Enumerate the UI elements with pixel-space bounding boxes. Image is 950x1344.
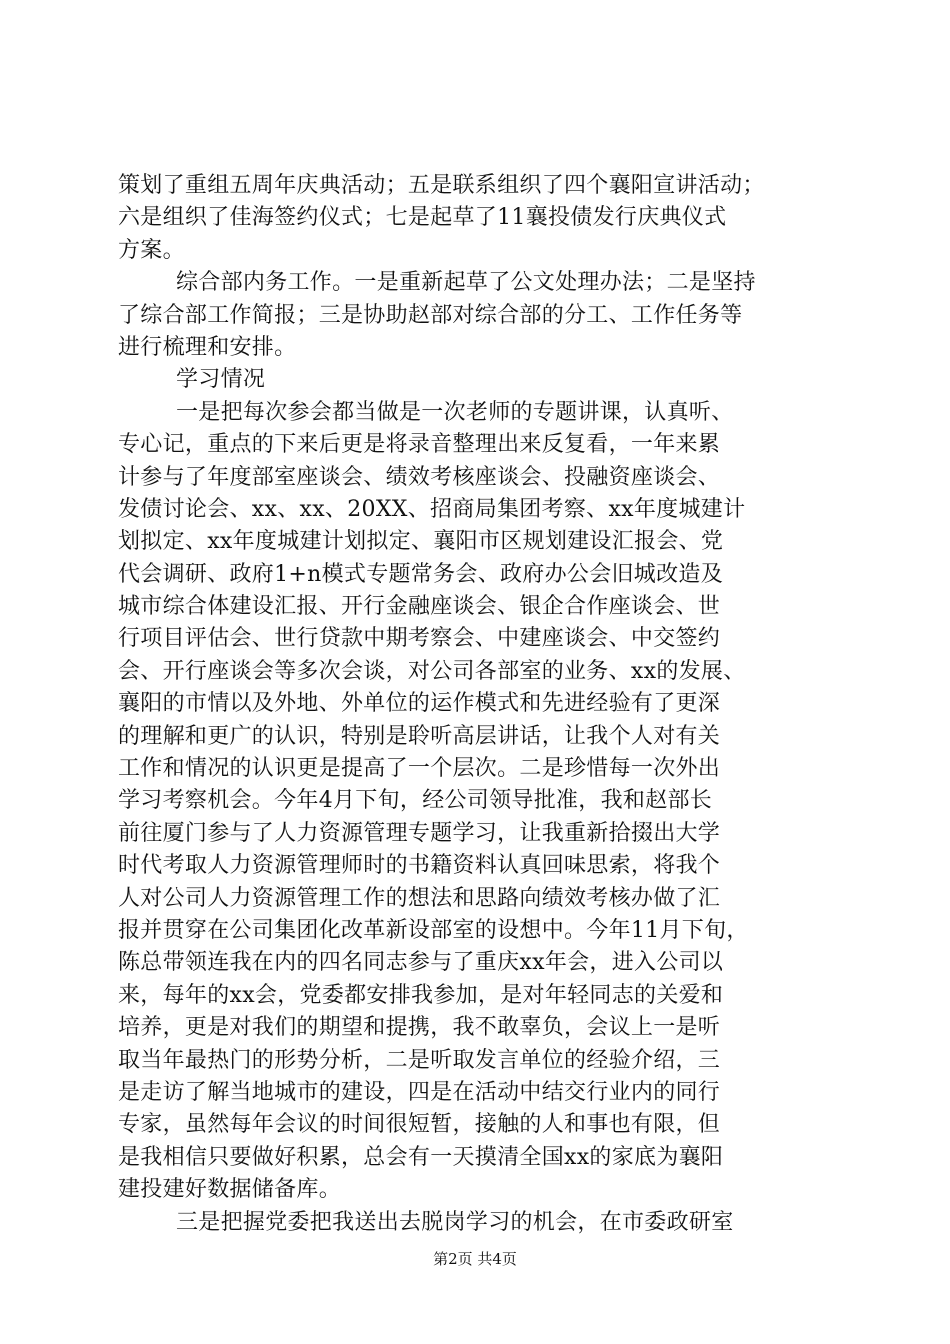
text-line: 取当年最热门的形势分析，二是听取发言单位的经验介绍，三 — [118, 1047, 721, 1073]
text-line: 报并贯穿在公司集团化改革新设部室的设想中。今年11月下旬， — [118, 917, 749, 943]
text-line: 了综合部工作简报；三是协助赵部对综合部的分工、工作任务等 — [118, 302, 743, 328]
text-line: 是走访了解当地城市的建设，四是在活动中结交行业内的同行 — [118, 1079, 721, 1105]
text-line: 学习考察机会。今年4月下旬，经公司领导批准，我和赵部长 — [118, 788, 713, 814]
text-line: 综合部内务工作。一是重新起草了公文处理办法；二是坚持 — [176, 270, 756, 296]
text-line: 三是把握党委把我送出去脱岗学习的机会，在市委政研室 — [176, 1209, 734, 1235]
text-line: 建投建好数据储备库。 — [118, 1177, 342, 1203]
text-line: 来，每年的xx会，党委都安排我参加，是对年轻同志的关爱和 — [118, 982, 724, 1008]
text-line: 方案。 — [118, 237, 185, 263]
text-line: 策划了重组五周年庆典活动；五是联系组织了四个襄阳宣讲活动； — [118, 173, 765, 198]
text-line: 进行梳理和安排。 — [118, 334, 297, 360]
text-line: 划拟定、xx年度城建计划拟定、襄阳市区规划建设汇报会、党 — [118, 529, 724, 555]
text-line: 工作和情况的认识更是提高了一个层次。二是珍惜每一次外出 — [118, 756, 721, 782]
text-line: 人对公司人力资源管理工作的想法和思路向绩效考核办做了汇 — [118, 885, 721, 911]
section-heading: 学习情况 — [176, 367, 266, 393]
text-line: 时代考取人力资源管理师时的书籍资料认真回味思索，将我个 — [118, 853, 721, 879]
text-line: 城市综合体建设汇报、开行金融座谈会、银企合作座谈会、世 — [118, 594, 721, 620]
document-body — [118, 170, 834, 1239]
text-line: 发债讨论会、xx、xx、20XX、招商局集团考察、xx年度城建计 — [118, 496, 746, 522]
text-line: 培养，更是对我们的期望和提携，我不敢辜负，会议上一是听 — [118, 1015, 721, 1041]
text-line: 计参与了年度部室座谈会、绩效考核座谈会、投融资座谈会、 — [118, 464, 721, 490]
text-line: 会、开行座谈会等多次会谈，对公司各部室的业务、xx的发展、 — [118, 658, 746, 684]
page-number-footer: 第2页 共4页 — [433, 1250, 517, 1268]
text-line: 一是把每次参会都当做是一次老师的专题讲课，认真听、 — [176, 399, 734, 425]
text-line: 专心记，重点的下来后更是将录音整理出来反复看，一年来累 — [118, 432, 721, 458]
text-line: 是我相信只要做好积累，总会有一天摸清全国xx的家底为襄阳 — [118, 1144, 724, 1170]
text-line: 六是组织了佳海签约仪式；七是起草了11襄投债发行庆典仪式 — [118, 205, 727, 231]
text-line: 前往厦门参与了人力资源管理专题学习，让我重新拾掇出大学 — [118, 820, 721, 846]
text-line: 代会调研、政府1+n模式专题常务会、政府办公会旧城改造及 — [118, 561, 724, 587]
text-line: 专家，虽然每年会议的时间很短暂，接触的人和事也有限，但 — [118, 1112, 721, 1138]
text-line: 襄阳的市情以及外地、外单位的运作模式和先进经验有了更深 — [118, 691, 721, 717]
text-line: 陈总带领连我在内的四名同志参与了重庆xx年会，进入公司以 — [118, 950, 724, 976]
text-line: 的理解和更广的认识，特别是聆听高层讲话，让我个人对有关 — [118, 723, 721, 749]
text-line: 行项目评估会、世行贷款中期考察会、中建座谈会、中交签约 — [118, 626, 721, 652]
